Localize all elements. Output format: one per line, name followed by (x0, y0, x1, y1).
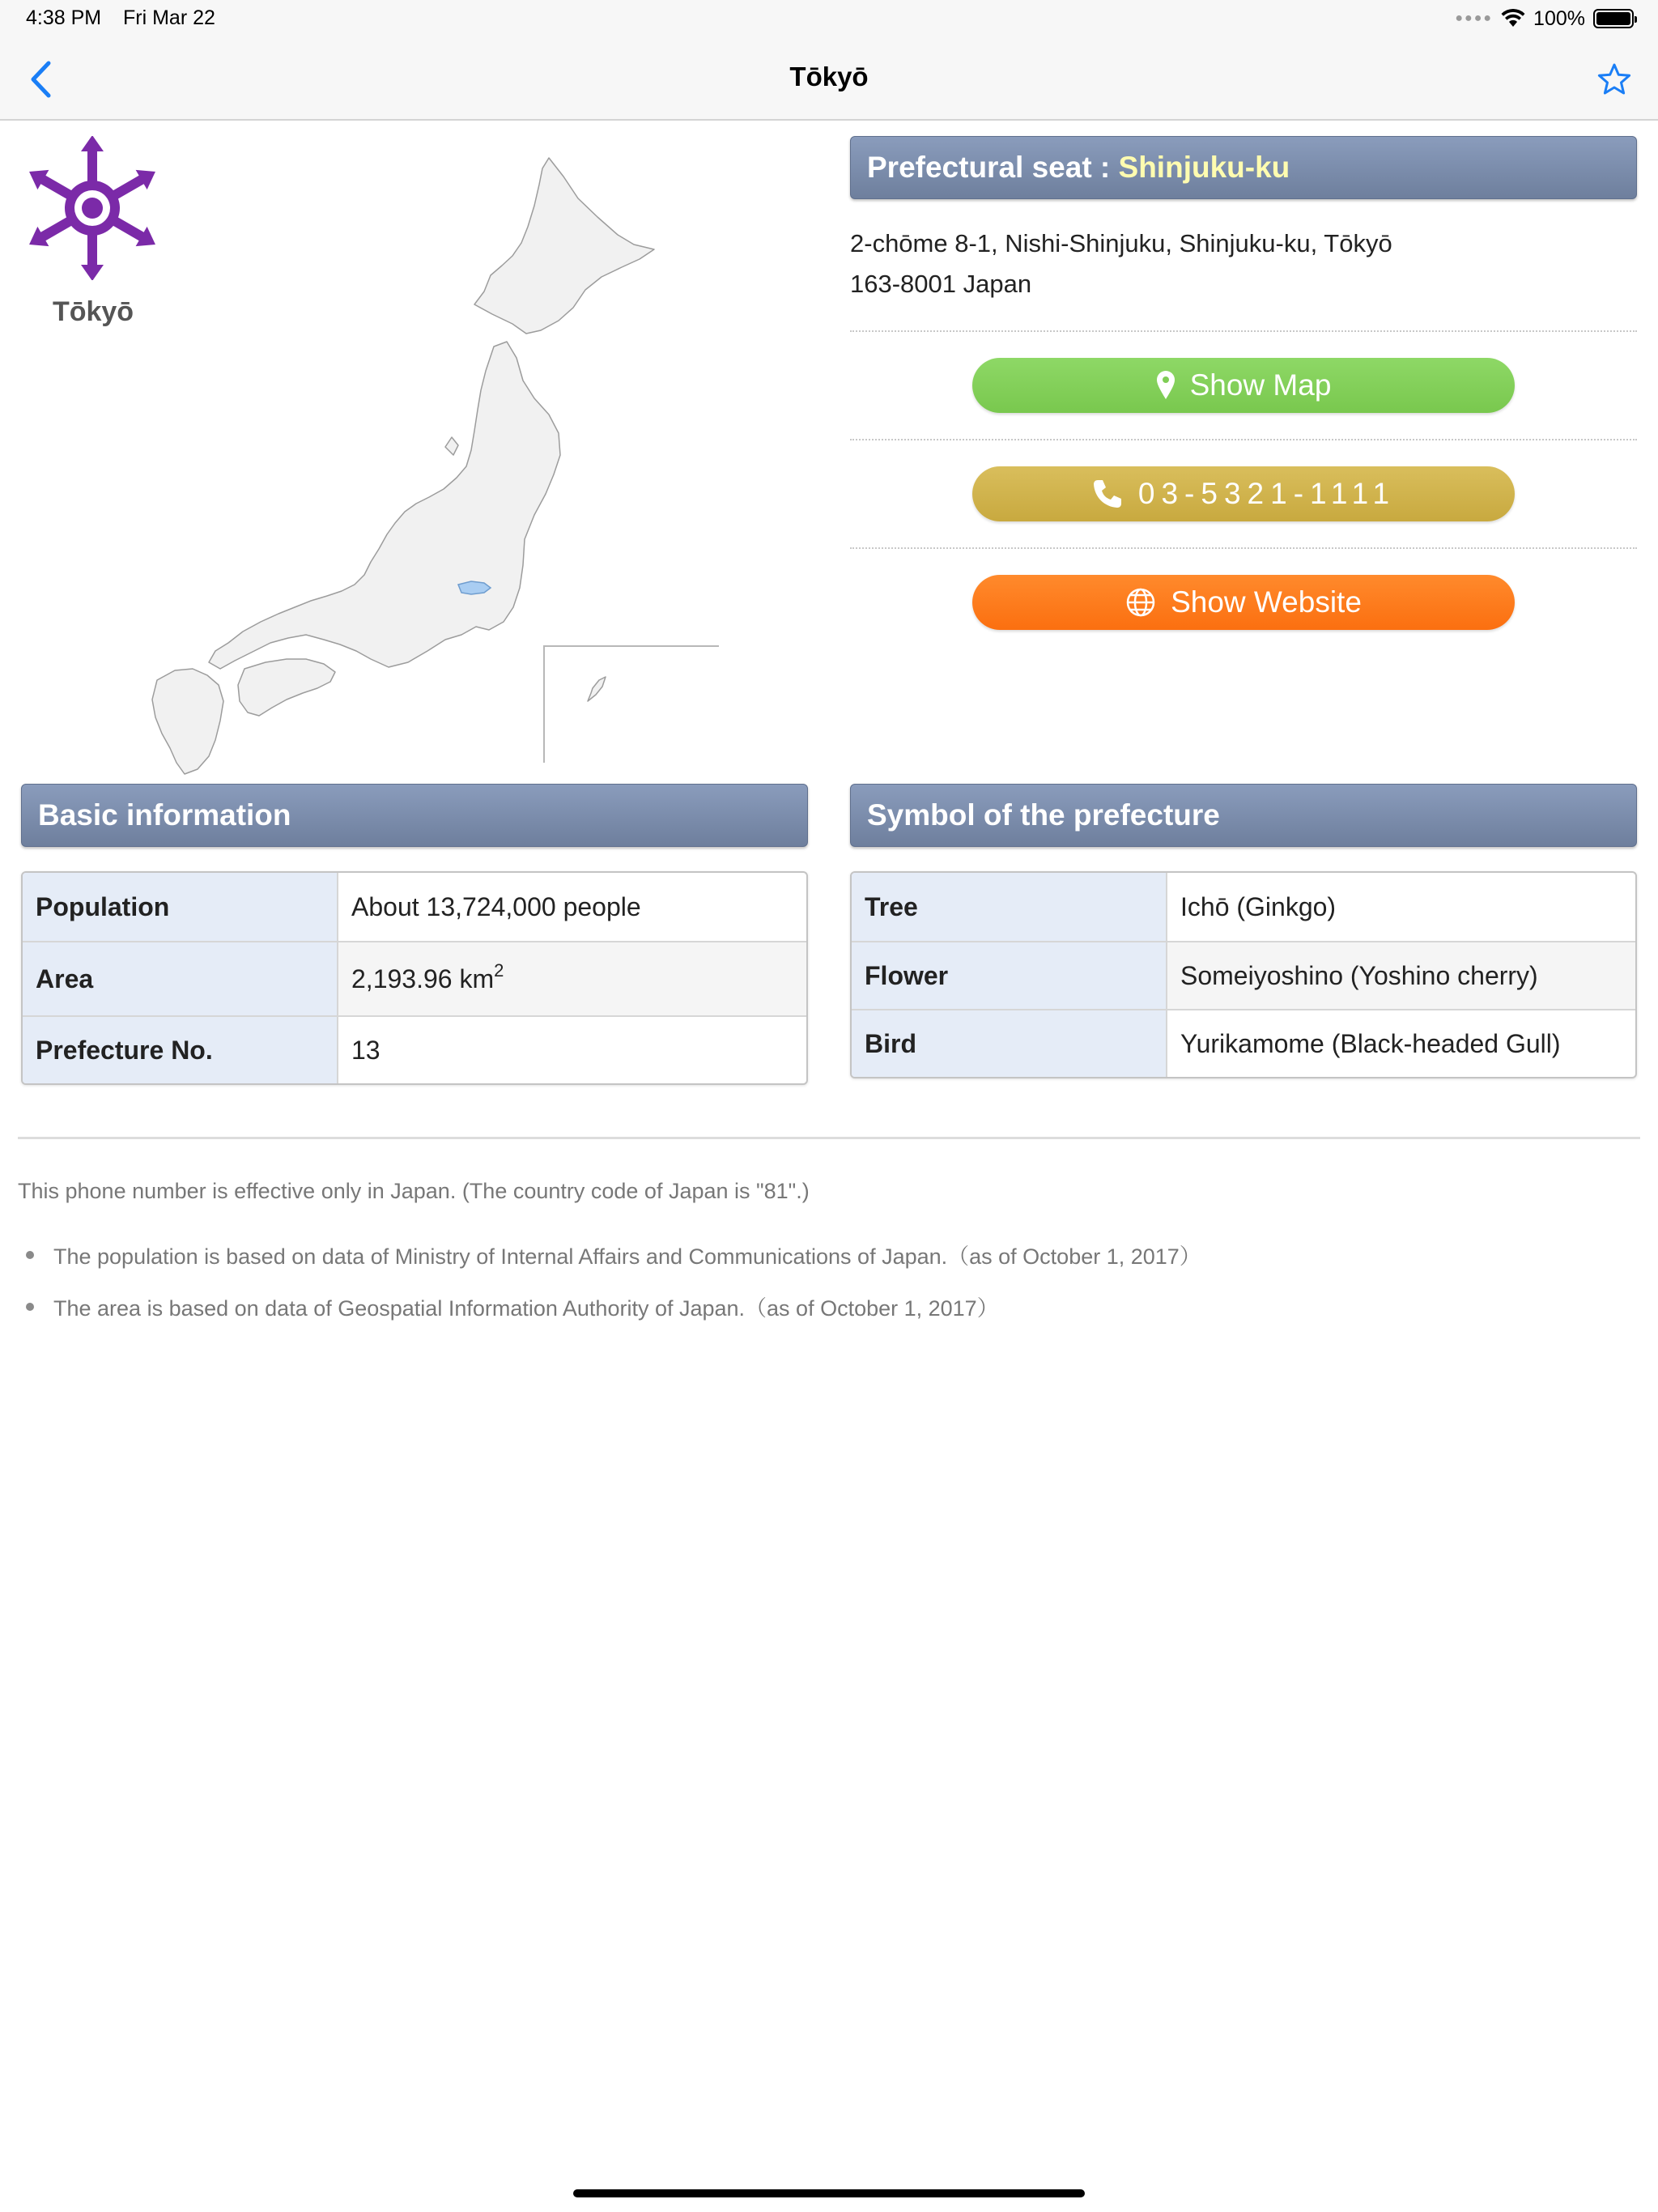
home-indicator[interactable] (573, 2189, 1085, 2197)
map-hokkaido (474, 158, 654, 334)
map-shikoku (238, 659, 335, 716)
flower-label: Flower (852, 942, 1167, 1009)
table-row (23, 873, 806, 941)
area-unit-exponent: 2 (494, 960, 504, 981)
tree-value: Ichō (Ginkgo) (1180, 891, 1337, 921)
show-map-button[interactable] (972, 358, 1515, 413)
prefectural-seat-header (850, 136, 1637, 199)
star-outline-icon (1597, 62, 1631, 96)
population-value: About 13,724,000 people (351, 891, 641, 921)
wifi-icon (1501, 9, 1525, 28)
area-value (338, 942, 806, 1015)
japan-map-image (144, 154, 727, 777)
bullet-icon (26, 1251, 34, 1259)
favorite-button[interactable] (1590, 55, 1639, 104)
prefecture-emblem-icon (28, 136, 157, 280)
map-inset-frame (544, 646, 719, 763)
population-label: Population (23, 873, 338, 941)
address-line-2: 163-8001 Japan (850, 270, 1032, 298)
emblem-label: Tōkyō (52, 296, 134, 327)
seat-label: Prefectural seat : (867, 151, 1119, 184)
list-item (26, 1291, 999, 1322)
flower-value: Someiyoshino (Yoshino cherry) (1167, 942, 1635, 1009)
phone-note: This phone number is effective only in Japan. (The country code of Japan is "81".) (18, 1179, 810, 1203)
navigation-bar (0, 37, 1658, 121)
phone-icon (1091, 478, 1124, 510)
divider-dotted (850, 439, 1637, 440)
call-phone-button[interactable] (972, 466, 1515, 521)
table-row (23, 1015, 806, 1083)
basic-information-header: Basic information (21, 784, 808, 847)
list-item (26, 1239, 1201, 1270)
prefecture-no-value: 13 (351, 1035, 380, 1065)
divider-dotted (850, 547, 1637, 549)
globe-icon (1125, 587, 1156, 618)
map-kyushu (152, 669, 223, 774)
table-row (852, 941, 1635, 1009)
bullet-icon (26, 1303, 34, 1311)
bird-label: Bird (852, 1010, 1167, 1077)
prefecture-no-label: Prefecture No. (23, 1017, 338, 1083)
show-map-label: Show Map (1189, 368, 1332, 402)
area-number: 2,193.96 km (351, 963, 495, 993)
status-indicators (1455, 5, 1634, 32)
tree-label: Tree (852, 873, 1167, 941)
battery-icon (1593, 9, 1634, 28)
divider-dotted (850, 330, 1637, 332)
symbol-of-prefecture-header: Symbol of the prefecture (850, 784, 1637, 847)
map-sado (445, 437, 458, 455)
table-row (852, 1009, 1635, 1077)
status-date: Fri Mar 22 (123, 6, 215, 29)
address-line-1: 2-chōme 8-1, Nishi-Shinjuku, Shinjuku-ku, Tōkyō (850, 229, 1392, 257)
area-source-note: The area is based on data of Geospatial Information Authority of Japan.（as of October 1, 2017） (53, 1296, 999, 1321)
section-divider (18, 1137, 1640, 1139)
table-row (23, 941, 806, 1015)
seat-name: Shinjuku-ku (1118, 151, 1290, 184)
map-okinawa (588, 677, 606, 701)
map-pin-icon (1156, 371, 1175, 400)
seat-address (850, 223, 1627, 304)
show-website-label: Show Website (1171, 585, 1362, 619)
map-honshu (209, 342, 560, 669)
status-bar (0, 0, 1658, 37)
symbol-table (850, 871, 1637, 1078)
basic-information-table (21, 871, 808, 1085)
page-title: Tōkyō (789, 62, 869, 91)
table-row (852, 873, 1635, 941)
show-website-button[interactable] (972, 575, 1515, 630)
area-label: Area (23, 942, 338, 1015)
population-source-note: The population is based on data of Ministry of Internal Affairs and Communications of Japan.（as of October 1, 2017） (53, 1244, 1201, 1269)
phone-number-label: 03-5321-1111 (1137, 477, 1397, 510)
status-time: 4:38 PM (26, 6, 102, 29)
battery-percent: 100% (1533, 6, 1585, 30)
bird-value: Yurikamome (Black-headed Gull) (1180, 1028, 1561, 1058)
cellular-signal-icon: ●●●● (1455, 11, 1494, 25)
